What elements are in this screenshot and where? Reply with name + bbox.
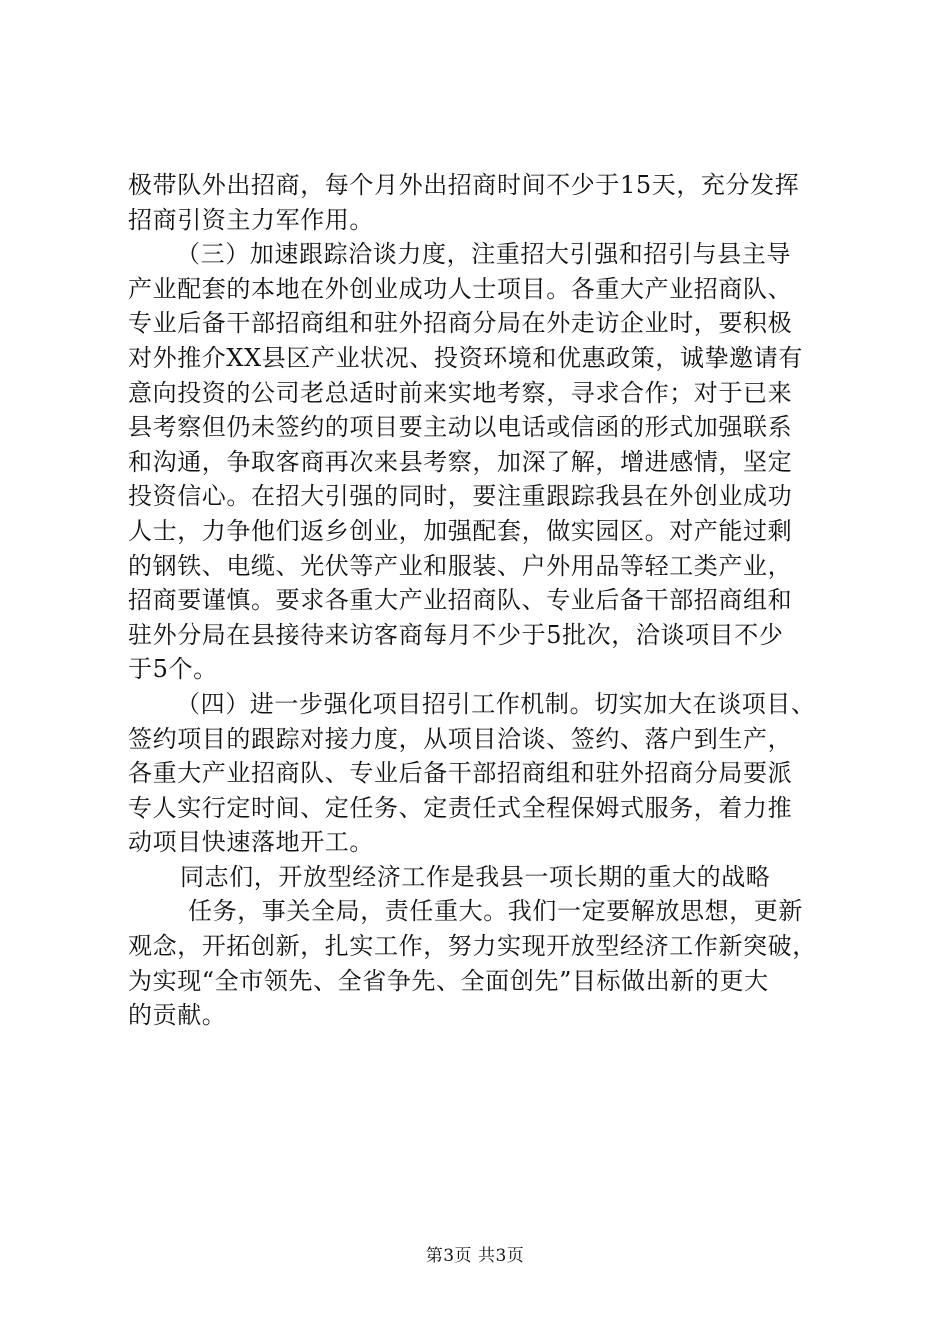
text-line: 产业配套的本地在外创业成功人士项目。各重大产业招商队、 xyxy=(128,274,793,303)
text-line: 任务，事关全局，责任重大。我们一定要解放思想，更新 xyxy=(188,897,803,926)
text-line: 招商要谨慎。要求各重大产业招商队、专业后备干部招商组和 xyxy=(128,586,793,615)
text-line: 意向投资的公司老总适时前来实地考察，寻求合作；对于已来 xyxy=(128,378,793,407)
text-line: 动项目快速落地开工。 xyxy=(128,828,374,857)
page-number-footer: 第3页 共3页 xyxy=(425,1246,525,1266)
text-line: 专人实行定时间、定任务、定责任式全程保姆式服务，着力推 xyxy=(128,793,793,822)
text-line: 签约项目的跟踪对接力度，从项目洽谈、签约、落户到生产， xyxy=(128,724,793,753)
text-line: 人士，力争他们返乡创业，加强配套，做实园区。对产能过剩 xyxy=(128,516,793,545)
section-four-heading-line: （四）进一步强化项目招引工作机制。切实加大在谈项目、 xyxy=(176,689,816,718)
text-line: 驻外分局在县接待来访客商每月不少于5批次，洽谈项目不少 xyxy=(128,620,784,649)
text-line: 的钢铁、电缆、光伏等产业和服装、户外用品等轻工类产业， xyxy=(128,551,793,580)
text-line: 县考察但仍未签约的项目要主动以电话或信函的形式加强联系 xyxy=(128,413,793,442)
text-line: 招商引资主力军作用。 xyxy=(128,205,374,234)
text-line: 的贡献。 xyxy=(128,1001,227,1030)
closing-paragraph-line: 同志们，开放型经济工作是我县一项长期的重大的战略 xyxy=(180,862,771,891)
text-line: 极带队外出招商，每个月外出招商时间不少于15天，充分发挥 xyxy=(128,171,800,199)
text-line: 专业后备干部招商组和驻外招商分局在外走访企业时，要积极 xyxy=(128,309,793,338)
text-line: 于5个。 xyxy=(128,655,218,684)
text-line: 对外推介XX县区产业状况、投资环境和优惠政策，诚挚邀请有 xyxy=(128,343,803,372)
document-body xyxy=(128,168,838,1033)
text-line: 为实现“全市领先、全省争先、全面创先”目标做出新的更大 xyxy=(128,966,769,995)
text-line: 投资信心。在招大引强的同时，要注重跟踪我县在外创业成功 xyxy=(128,482,793,511)
text-line: 和沟通，争取客商再次来县考察，加深了解，增进感情，坚定 xyxy=(128,447,793,476)
text-line: 各重大产业招商队、专业后备干部招商组和驻外招商分局要派 xyxy=(128,759,793,788)
section-three-heading-line: （三）加速跟踪洽谈力度，注重招大引强和招引与县主导 xyxy=(176,240,791,269)
text-line: 观念，开拓创新，扎实工作，努力实现开放型经济工作新突破， xyxy=(128,932,817,961)
